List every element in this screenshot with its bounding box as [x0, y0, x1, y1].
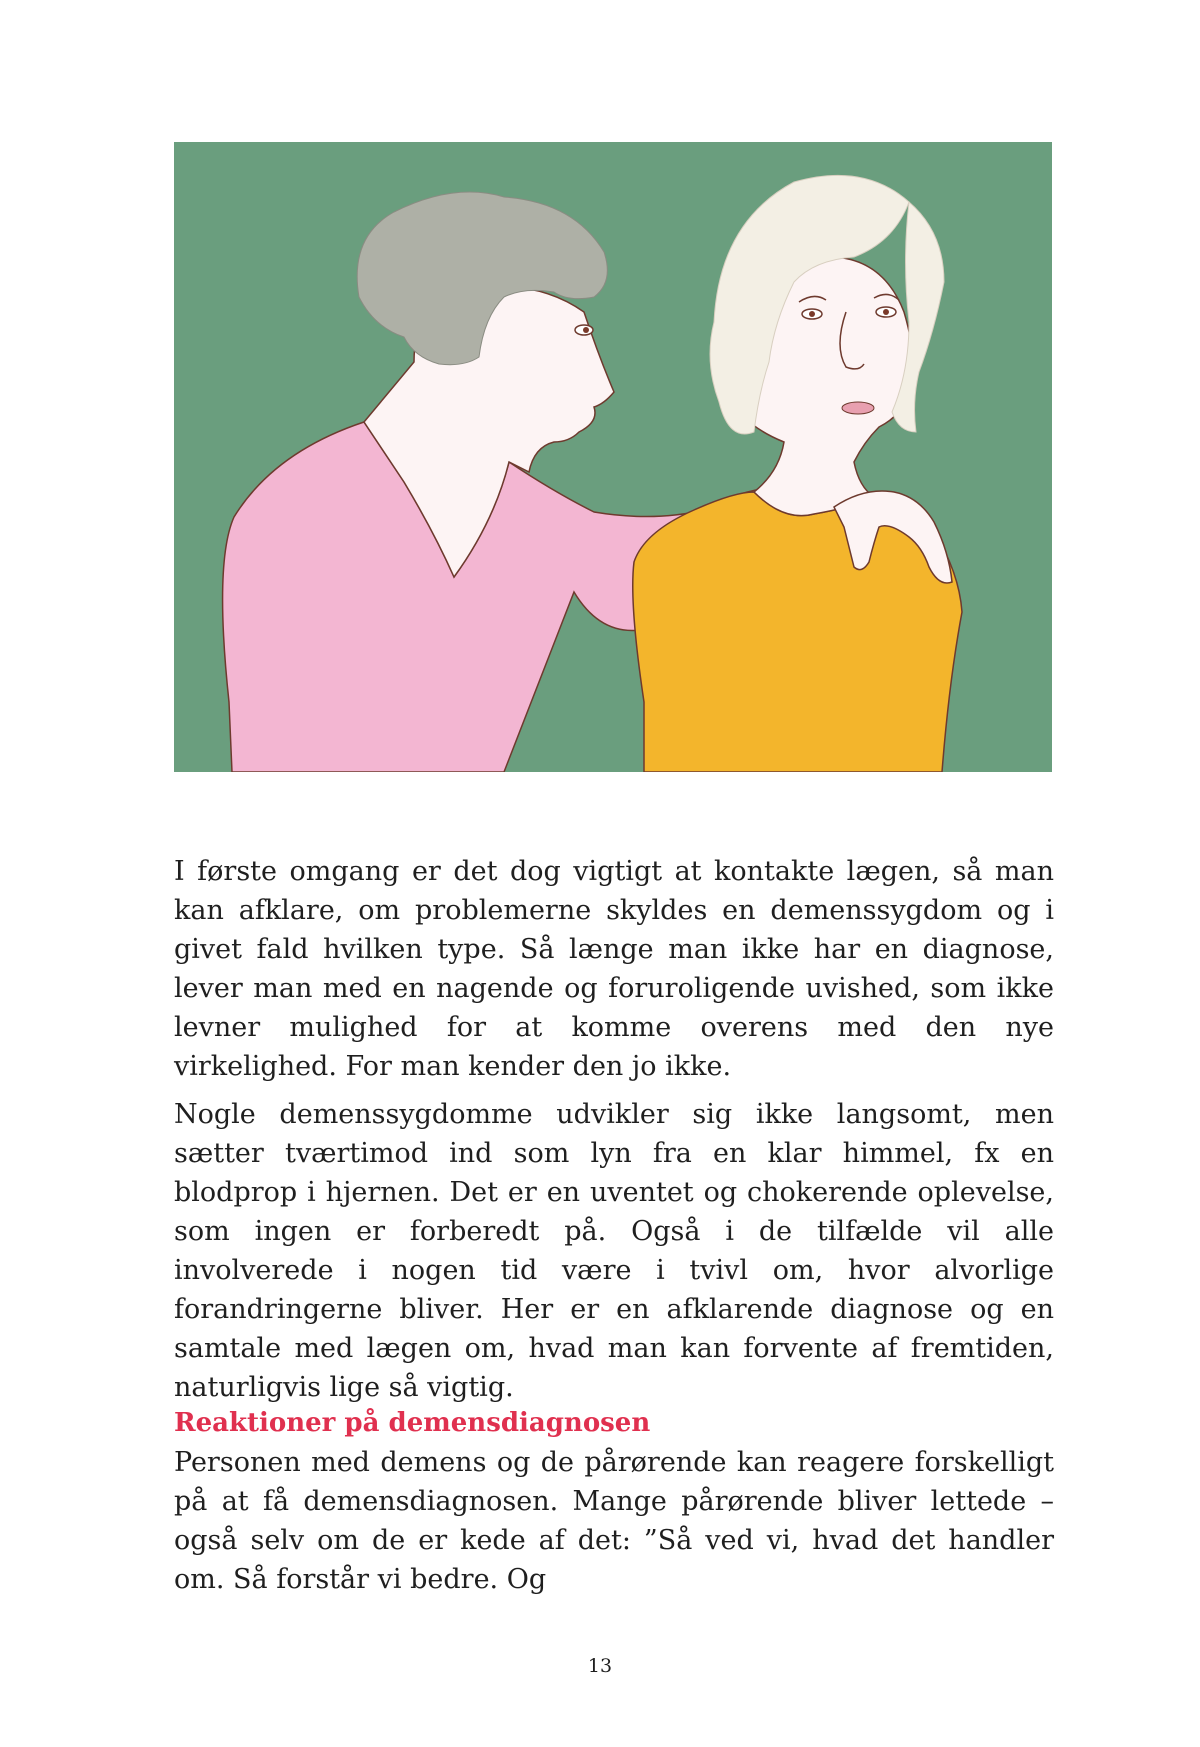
page-number: 13	[587, 1655, 613, 1677]
paragraph-1: I første omgang er det dog vigtigt at kontakte lægen, så man kan afklare, om problemerne skyldes en demenssygdom og i givet fald hvilken type. Så længe man ikke har en diagnose, lever man med en nagende og foruroligende uvished, som ikke levner mulighed for at komme overens med den nye virkelighed. For man kender den jo ikke.	[174, 856, 1054, 1082]
paragraph-2: Nogle demenssygdomme udvikler sig ikke langsomt, men sætter tværtimod ind som lyn fra en klar himmel, fx en blodprop i hjernen. Det er en uventet og chokerende oplevelse, som ingen er forberedt på. Også i de tilfælde vil alle involverede i nogen tid være i tvivl om, hvor alvorlige forandringerne bliver. Her er en afklarende diagnose og en samtale med lægen om, hvad man kan forvente af fremtiden, naturligvis lige så vigtig.	[174, 1099, 1054, 1403]
section-reactions	[174, 1404, 1054, 1599]
section-body: Personen med demens og de pårørende kan reagere forskelligt på at få demensdiagnosen. Mange pårørende bliver lettede – også selv om de er kede af det: ”Så ved vi, hvad det handler om. Så forstår vi bedre. Og	[174, 1447, 1054, 1595]
right-woman-mouth	[842, 402, 874, 414]
two-women-illustration	[174, 142, 1052, 772]
section-heading: Reaktioner på demensdiagnosen	[174, 1408, 651, 1438]
